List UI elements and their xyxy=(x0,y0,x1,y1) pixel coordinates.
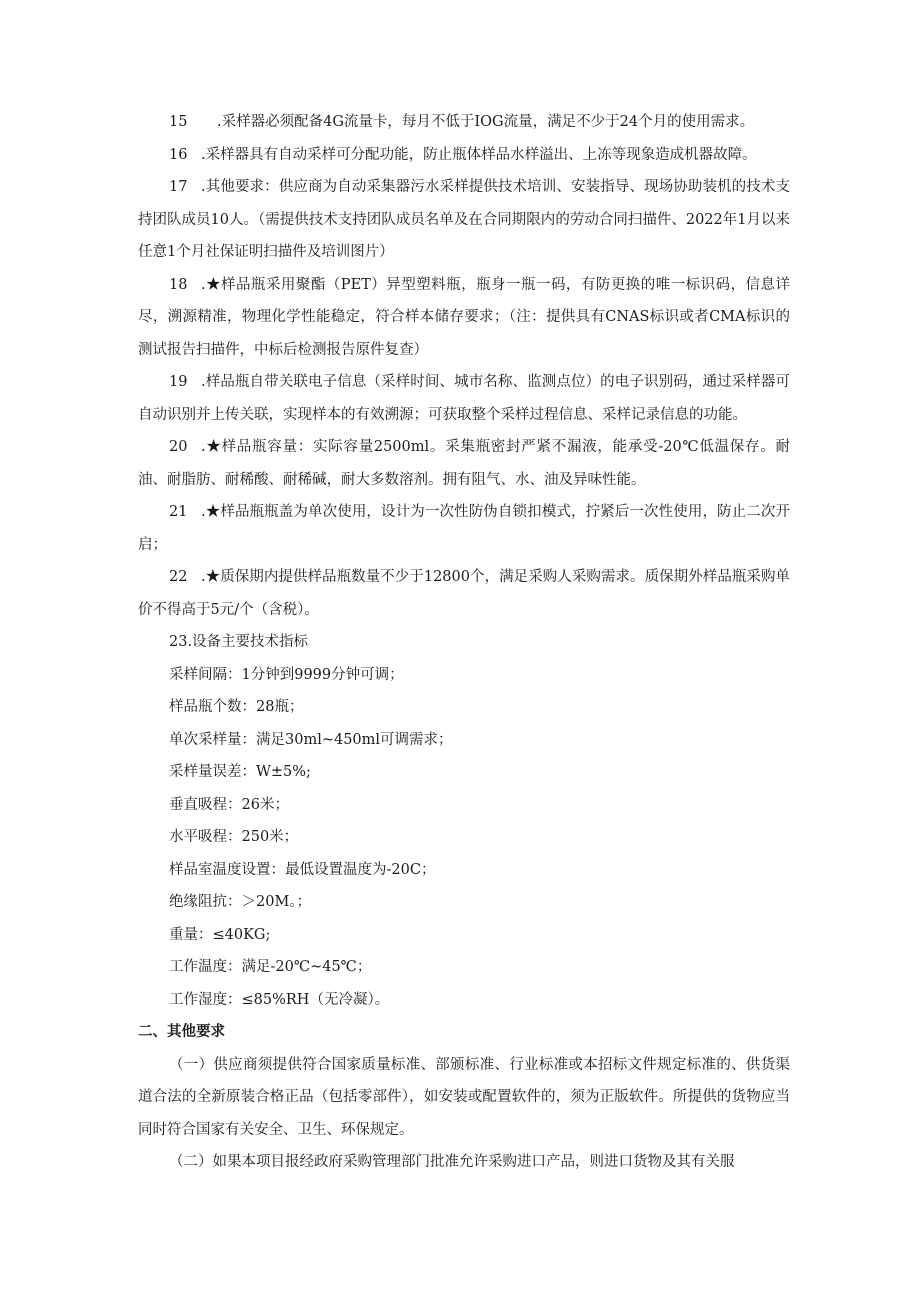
item-number: 18 xyxy=(169,276,188,293)
list-item-22 xyxy=(138,561,790,626)
item-number: 20 xyxy=(169,439,188,455)
spec-line: 水平吸程：250米； xyxy=(169,829,299,845)
item-number: 21 xyxy=(169,504,188,520)
spec-line: 单次采样量：满足30ml~450ml可调需求； xyxy=(169,731,453,748)
spec-title: 23.设备主要技术指标 xyxy=(169,634,309,650)
item-text: .★样品瓶瓶盖为单次使用，设计为一次性防伪自锁扣模式，拧紧后一次性使用，防止二次开启； xyxy=(138,504,790,553)
item-text: .★质保期内提供样品瓶数量不少于12800个，满足采购人采购需求。质保期外样品瓶采购单价不得高于5元/个（含税）。 xyxy=(138,569,790,618)
item-number: 16 xyxy=(169,146,188,163)
list-item-18 xyxy=(138,269,790,367)
section-heading: 二、其他要求 xyxy=(138,1024,225,1040)
spec-line: 样品室温度设置：最低设置温度为-20C； xyxy=(169,861,436,878)
item-text: .★样品瓶采用聚酯（PET）异型塑料瓶，瓶身一瓶一码，有防更换的唯一标识码，信息详尽，溯源精准，物理化学性能稳定，符合样本储存要求；（注：提供具有CNAS标识或者CMA标识的测试报告扫描件，中标后检测报告原件复查） xyxy=(138,276,790,358)
list-item-20 xyxy=(138,431,790,496)
spec-line: 垂直吸程：26米； xyxy=(169,796,289,813)
item-text: .样品瓶自带关联电子信息（采样时间、城市名称、监测点位）的电子识别码，通过采样器可自动识别并上传关联，实现样本的有效溯源；可获取整个采样过程信息、采样记录信息的功能。 xyxy=(138,374,790,423)
list-item-17 xyxy=(138,171,790,269)
item-text: .其他要求：供应商为自动采集器污水采样提供技术培训、安装指导、现场协助装机的技术支持团队成员10人。（需提供技术支持团队成员名单及在合同期限内的劳动合同扫描件、2022年1月以来任意1个月社保证明扫描件及培训图片） xyxy=(138,179,790,260)
item-text: .采样器具有自动采样可分配功能，防止瓶体样品水样溢出、上冻等现象造成机器故障。 xyxy=(201,146,757,163)
list-item-19 xyxy=(138,366,790,431)
spec-line: 样品瓶个数：28瓶； xyxy=(169,699,304,715)
spec-line: 绝缘阻抗：＞20M。； xyxy=(169,894,312,910)
clause-2: （二）如果本项目报经政府采购管理部门批准允许采购进口产品，则进口货物及其有关服 xyxy=(169,1154,735,1170)
item-number: 19 xyxy=(169,374,188,390)
spec-line: 工作湿度：≤85%RH（无冷凝）。 xyxy=(169,991,390,1008)
item-number: 22 xyxy=(169,569,188,585)
item-number: 15 xyxy=(169,114,188,130)
clause-1: （一）供应商须提供符合国家质量标准、部颁标准、行业标准或本招标文件规定标准的、供货渠道合法的全新原装合格正品（包括零部件），如安装或配置软件的，须为正版软件。所提供的货物应当同时符合国家有关安全、卫生、环保规定。 xyxy=(138,1056,790,1138)
item-text: .采样器必须配备4G流量卡，每月不低于IOG流量，满足不少于24个月的使用需求。 xyxy=(217,114,755,130)
spec-line: 工作温度：满足-20℃~45℃； xyxy=(169,959,372,975)
spec-line: 采样间隔：1分钟到9999分钟可调； xyxy=(169,666,404,683)
list-item-15 xyxy=(138,106,790,139)
list-item-21 xyxy=(138,496,790,561)
text-block xyxy=(138,106,790,1179)
item-number: 17 xyxy=(169,179,188,195)
spec-line: 采样量误差：W±5%; xyxy=(169,764,311,780)
item-text: .★样品瓶容量：实际容量2500ml。采集瓶密封严紧不漏液，能承受-20℃低温保存。耐油、耐脂肪、耐稀酸、耐稀碱，耐大多数溶剂。拥有阻气、水、油及异味性能。 xyxy=(138,439,790,488)
list-item-16 xyxy=(138,139,790,172)
spec-line: 重量：≤40KG; xyxy=(169,926,271,943)
